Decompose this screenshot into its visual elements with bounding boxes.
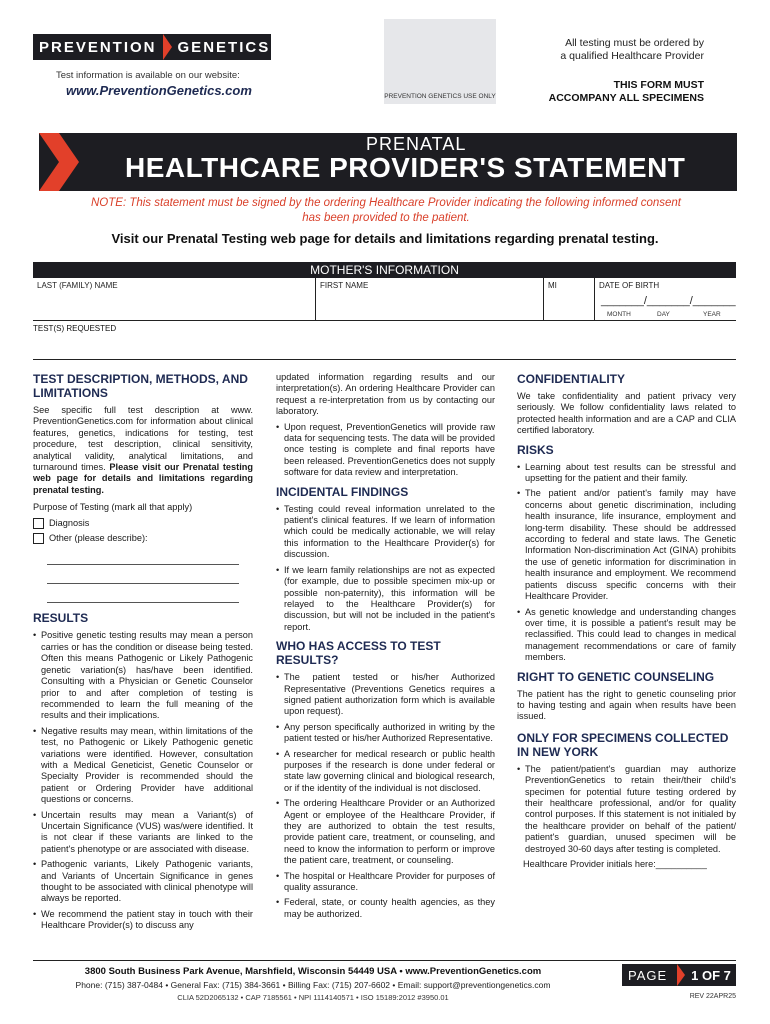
access-heading: WHO HAS ACCESS TO TEST RESULTS? xyxy=(276,639,441,668)
mi-field[interactable] xyxy=(544,278,594,320)
dob-blank: _______/_______/_______ xyxy=(601,295,736,307)
lab-use-only-label: PREVENTION GENETICS USE ONLY xyxy=(384,93,496,100)
order-note-line2: a qualified Healthcare Provider xyxy=(560,50,704,62)
tests-requested-field[interactable] xyxy=(33,320,736,360)
new-york-heading: ONLY FOR SPECIMENS COLLECTED IN NEW YORK xyxy=(517,730,729,759)
column-2 xyxy=(276,372,495,924)
list-item: • Positive genetic testing results may mean a person carries or has the condition or disease being tested. Often this means Pathogenic or Likely Pathogenic genetic variation(s) has/have been identified. Consulting with a Physician or Genetic Counselor prior to and after completion of testing is recommended to learn the full meaning of the results and their implications. xyxy=(33,630,253,721)
list-item: • The patient tested or his/her Authorized Representative (Preventions Genetics requires a signed patient authorization form which is available upon request). xyxy=(276,672,495,718)
initials-field[interactable]: Healthcare Provider initials here:__________ xyxy=(523,859,707,869)
order-note-line1: All testing must be ordered by xyxy=(565,37,704,49)
page-label: PAGE xyxy=(628,967,668,983)
first-name-field[interactable] xyxy=(316,278,543,320)
lab-use-only-box xyxy=(384,19,496,104)
footer-certs: CLIA 52D2065132 • CAP 7185561 • NPI 1114140571 • ISO 15189:2012 #3950.01 xyxy=(177,993,449,1002)
test-description-text: See specific full test description at www. PreventionGenetics.com for information about clinical features, genetics, indications for testing, test procedure, test description, clinical sensitivity, analytical validity, analytical limitations, and turnaround times. Please visit our Prenatal testing web page for details and limitations regarding prenatal testing. xyxy=(33,405,253,495)
mi-label: MI xyxy=(548,281,557,290)
list-item: • The patient and/or patient's family may have concerns about genetic discrimination, including health insurance, life insurance, employment and long-term disability. These should be addressed according to federal and state laws. The Genetic Information Non-discrimination Act (GINA) prohibits the use of genetic information for discrimination in health insurance and employment. We recommend patients discuss specific concerns with their Healthcare Provider. xyxy=(517,488,736,602)
list-item: • Upon request, PreventionGenetics will provide raw data for sequencing tests. The data will be provided once testing is complete and final reports have been released. PreventionGenetics does not supply software for data review and interpretation. xyxy=(276,422,495,479)
incidental-list xyxy=(276,504,495,633)
access-list xyxy=(276,672,495,920)
dob-month: MONTH xyxy=(607,311,631,318)
dob-day: DAY xyxy=(657,311,670,318)
page-indicator xyxy=(622,964,736,986)
list-item: • Testing could reveal information unrelated to the patient's clinical features. If we learn of information which could be medically actionable, we will relay this information to the Healthcare Provider(s) for discussion. xyxy=(276,504,495,561)
diagnosis-label: Diagnosis xyxy=(49,517,90,528)
revision: REV 22APR25 xyxy=(689,993,736,1000)
visit-note: Visit our Prenatal Testing web page for details and limitations regarding prenatal testing. xyxy=(111,231,659,246)
list-item: • The patient/patient's guardian may authorize PreventionGenetics to retain their/their child's specimen for potential future testing ordered by their healthcare professional, and/or for quality control purposes. If this statement is not initialed by the healthcare provider on behalf of the patient/ patient's guardian, unused specimen will be destroyed 30-60 days after testing is completed. xyxy=(517,764,736,855)
first-name-label: FIRST NAME xyxy=(320,281,369,290)
diagnosis-checkbox[interactable] xyxy=(33,518,253,529)
tests-requested-label: TEST(S) REQUESTED xyxy=(33,324,117,333)
risks-list xyxy=(517,462,736,664)
footer-contact: Phone: (715) 387-0484 • General Fax: (715) 384-3661 • Billing Fax: (715) 207-6602 • Email: support@preventiongenetics.com xyxy=(75,980,551,990)
test-description-heading: TEST DESCRIPTION, METHODS, AND LIMITATIONS xyxy=(33,372,248,400)
accompany-line1: THIS FORM MUST xyxy=(613,79,704,91)
page-number: 1 OF 7 xyxy=(691,967,731,983)
company-logo xyxy=(33,34,271,60)
mother-info-row xyxy=(33,278,736,320)
list-item: • The ordering Healthcare Provider or an Authorized Agent or employee of the Healthcare Provider, if they are authorized to obtain the test results, provide patient care, treatment, or counseling, and need to know the information to perform or improve the patient care, treatment, or counseling. xyxy=(276,798,495,866)
list-item: • Negative results may mean, within limitations of the test, no Pathogenic or Likely Pathogenic genetic variations were identified. However, consultation with a Medical Geneticist, Genetic Counselor or Specialty Provider is recommended should the patient or Ordering Provider have additional questions or concerns. xyxy=(33,726,253,806)
list-item: • The hospital or Healthcare Provider for purposes of quality assurance. xyxy=(276,871,495,894)
page-title: HEALTHCARE PROVIDER'S STATEMENT xyxy=(125,152,686,183)
logo-part2: GENETICS xyxy=(177,38,271,56)
website-url[interactable]: www.PreventionGenetics.com xyxy=(66,83,252,98)
confidentiality-heading: CONFIDENTIALITY xyxy=(517,372,625,386)
order-note xyxy=(514,37,704,63)
list-item: • Any person specifically authorized in writing by the patient tested or his/her Authorized Representative. xyxy=(276,722,495,745)
column-3 xyxy=(517,372,736,870)
list-item: • If we learn family relationships are not as expected (for example, due to possible specimen mix-up or possible non-paternity), this information will be relayed to the Healthcare Provider(s) for discussion, but will not be included in the patient's report. xyxy=(276,565,495,633)
footer-address: 3800 South Business Park Avenue, Marshfield, Wisconsin 54449 USA • www.PreventionGenetics.com xyxy=(84,966,542,977)
results-continued: updated information regarding results and our interpretation(s). An ordering Healthcare Provider can request a re-interpretation from us by contacting our laboratory. xyxy=(276,372,495,417)
dob-year: YEAR xyxy=(703,311,721,318)
describe-line-2[interactable] xyxy=(47,569,239,584)
dob-field[interactable] xyxy=(595,278,736,320)
describe-line-3[interactable] xyxy=(47,588,239,603)
other-label: Other (please describe): xyxy=(49,533,148,544)
accompany-line2: ACCOMPANY ALL SPECIMENS xyxy=(548,92,704,104)
other-checkbox[interactable] xyxy=(33,533,253,544)
consent-note: NOTE: This statement must be signed by the ordering Healthcare Provider indicating the following informed consent has been provided to the patient. xyxy=(91,197,681,224)
list-item: • Federal, state, or county health agencies, as they may be authorized. xyxy=(276,897,495,920)
raw-data-list xyxy=(276,422,495,479)
new-york-list xyxy=(517,764,736,855)
results-heading: RESULTS xyxy=(33,611,89,626)
column-1 xyxy=(33,372,253,936)
confidentiality-text: We take confidentiality and patient privacy very seriously. We follow confidentiality laws related to protected health information and are a CAP and CLIA certified laboratory. xyxy=(517,391,736,436)
last-name-field[interactable] xyxy=(33,278,315,320)
counseling-heading: RIGHT TO GENETIC COUNSELING xyxy=(517,669,715,684)
accompany-note xyxy=(514,79,704,105)
logo-part1: PREVENTION xyxy=(39,38,157,56)
last-name-label: LAST (FAMILY) NAME xyxy=(37,281,118,290)
list-item: • As genetic knowledge and understanding changes over time, it is possible a patient's result may be reclassified. This could lead to changes in medical management recommendations or care of family members. xyxy=(517,607,736,664)
website-label: Test information is available on our website: xyxy=(56,70,240,81)
list-item: • We recommend the patient stay in touch with their Healthcare Provider(s) to discuss any xyxy=(33,909,253,932)
page-chevron-icon xyxy=(677,964,685,986)
describe-line-1[interactable] xyxy=(47,550,239,565)
list-item: • Pathogenic variants, Likely Pathogenic variants, and Variants of Uncertain Significance in genes thought to be associated with clinical phenotype will always be reported. xyxy=(33,859,253,905)
logo-chevron-icon xyxy=(163,34,172,60)
purpose-label: Purpose of Testing (mark all that apply) xyxy=(33,502,193,513)
counseling-text: The patient has the right to genetic counseling prior to having testing and again when results have been issued. xyxy=(517,688,736,722)
incidental-heading: INCIDENTAL FINDINGS xyxy=(276,484,409,499)
list-item: • Learning about test results can be stressful and upsetting for the patient and their family. xyxy=(517,462,736,485)
mother-info-header: MOTHER'S INFORMATION xyxy=(33,262,736,278)
list-item: • Uncertain results may mean a Variant(s) of Uncertain Significance (VUS) was/were identified. It is not clear if these variants are linked to the patient's phenotype or are associated with disease. xyxy=(33,810,253,856)
results-list xyxy=(33,630,253,931)
risks-heading: RISKS xyxy=(517,442,554,457)
banner-arrow-icon xyxy=(39,133,79,191)
list-item: • A researcher for medical research or public health purposes if the research is done under federal or state law governing clinical and biological research, or if the identity of the individual is not disclosed. xyxy=(276,749,495,795)
dob-label: DATE OF BIRTH xyxy=(599,281,660,290)
banner-prenatal: PRENATAL xyxy=(366,134,467,154)
